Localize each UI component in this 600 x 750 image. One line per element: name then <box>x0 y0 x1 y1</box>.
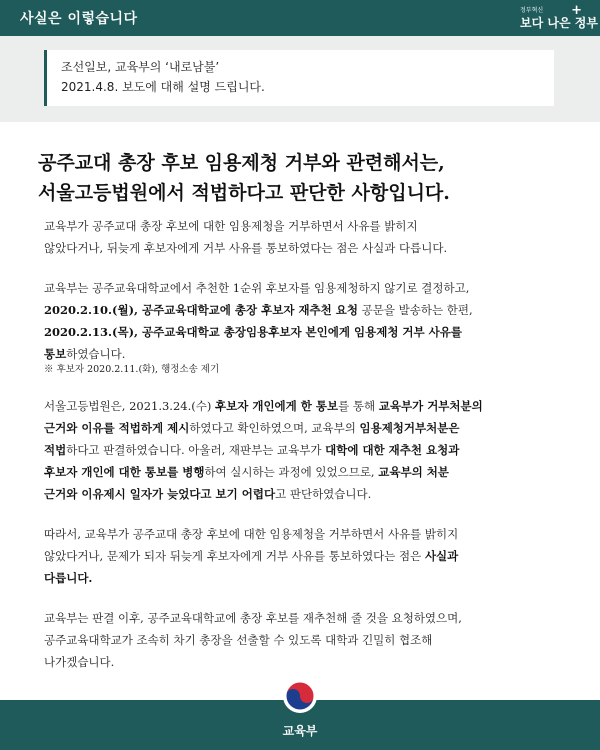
p3-line-4 <box>44 461 560 483</box>
p3-l2-normal-1: 하였다고 확인하였으며, 교육부의 <box>189 421 360 435</box>
p3-l3-normal-1: 하다고 판결하였습니다. 아울러, 재판부는 교육부가 <box>66 443 326 457</box>
taegeuk-symbol <box>285 681 315 711</box>
p3-l1-normal-2: 를 통해 <box>338 399 379 413</box>
p4-l3-bold: 다릅니다. <box>44 571 93 585</box>
p2-line-3-bold: 2020.2.13.(목), 공주교육대학교 총장임용후보자 본인에게 임용제청 거부 사유를 <box>44 325 462 339</box>
slogan-big-text: 보다 나은 정부 <box>520 16 598 30</box>
p3-l4-normal-1: 하여 실시하는 과정에 있었으므로, <box>204 465 379 479</box>
p3-l4-bold-2: 교육부의 처분 <box>378 465 449 479</box>
p3-line-3 <box>44 439 560 461</box>
notice-band <box>0 36 600 122</box>
p2-line-3 <box>44 321 560 343</box>
p2-footnote: ※ 후보자 2020.2.11.(화), 행정소송 제기 <box>44 364 220 375</box>
p3-l5-normal-1: 고 판단하였습니다. <box>275 487 372 501</box>
headline <box>38 148 568 208</box>
p5-line-2: 공주교육대학교가 조속히 차기 총장을 선출할 수 있도록 대학과 긴밀히 협조해 <box>44 633 433 647</box>
p3-l2-bold-2: 임용제청거부처분은 <box>359 421 460 435</box>
p4-l2-normal: 않았다거나, 문제가 되자 뒤늦게 후보자에게 거부 사유를 통보하였다는 점은 <box>44 549 425 563</box>
notice-line-2: 2021.4.8. 보도에 대해 설명 드립니다. <box>61 80 265 94</box>
headline-line-1: 공주교대 총장 후보 임용제청 거부와 관련해서는, <box>38 152 445 174</box>
p3-l3-bold-1: 적법 <box>44 443 67 457</box>
notice-line-1: 조선일보, 교육부의 ‘내로남불’ <box>61 60 220 74</box>
headline-line-2: 서울고등법원에서 적법하다고 판단한 사항입니다. <box>38 182 450 204</box>
p3-l1-bold-1: 후보자 개인에게 한 통보 <box>215 399 339 413</box>
paragraph-3 <box>44 395 560 505</box>
p2-line-4-normal: 하였습니다. <box>66 347 126 361</box>
p2-line-2 <box>44 299 560 321</box>
p2-line-2-bold: 2020.2.10.(월), 공주교육대학교에 총장 후보자 재추천 요청 <box>44 303 358 317</box>
paragraph-1 <box>44 215 560 259</box>
p3-l4-bold-1: 후보자 개인에 대한 통보를 병행 <box>44 465 205 479</box>
paragraph-2 <box>44 277 560 377</box>
taegeuk-emblem-icon <box>283 679 317 713</box>
p4-line-3 <box>44 567 560 589</box>
p1-line-2: 않았다거나, 뒤늦게 후보자에게 거부 사유를 통보하였다는 점은 사실과 다릅니다. <box>44 241 448 255</box>
p3-line-5 <box>44 483 560 505</box>
government-innovation-logo <box>520 3 598 32</box>
p4-l2-bold: 사실과 <box>424 549 459 563</box>
p4-line-2 <box>44 545 560 567</box>
p2-line-4 <box>44 343 560 365</box>
p3-line-2 <box>44 417 560 439</box>
p3-l3-bold-2: 대학에 대한 재추천 요청과 <box>325 443 460 457</box>
p3-l1-normal-1: 서울고등법원은, 2021.3.24.(수) <box>44 399 215 413</box>
p2-line-4-bold: 통보 <box>44 347 67 361</box>
document-body <box>44 215 560 691</box>
header-label: 사실은 이렇습니다 <box>20 11 138 27</box>
p4-line-1: 따라서, 교육부가 공주교대 총장 후보에 대한 임용제청을 거부하면서 사유를 밝히지 <box>44 527 459 541</box>
slogan-small-text: 정부혁신 <box>520 7 544 14</box>
notice-card <box>44 50 554 106</box>
p5-line-1: 교육부는 판결 이후, 공주교육대학교에 총장 후보를 재추천해 줄 것을 요청하였으며, <box>44 611 462 625</box>
plus-icon: + <box>571 3 582 18</box>
p3-line-1 <box>44 395 560 417</box>
p5-line-3: 나가겠습니다. <box>44 655 115 669</box>
paragraph-4 <box>44 523 560 589</box>
top-bar <box>0 0 600 36</box>
p2-line-1: 교육부는 공주교육대학교에서 추천한 1순위 후보자를 임용제청하지 않기로 결정하고, <box>44 281 470 295</box>
p1-line-1: 교육부가 공주교대 총장 후보에 대한 임용제청을 거부하면서 사유를 밝히지 <box>44 219 418 233</box>
p3-l2-bold-1: 근거와 이유를 적법하게 제시 <box>44 421 190 435</box>
p2-line-2-normal: 공문을 발송하는 한편, <box>358 303 473 317</box>
p3-l5-bold-1: 근거와 이유제시 일자가 늦었다고 보기 어렵다 <box>44 487 276 501</box>
ministry-name: 교육부 <box>282 724 318 738</box>
p3-l1-bold-2: 교육부가 거부처분의 <box>378 399 483 413</box>
paragraph-5 <box>44 607 560 673</box>
